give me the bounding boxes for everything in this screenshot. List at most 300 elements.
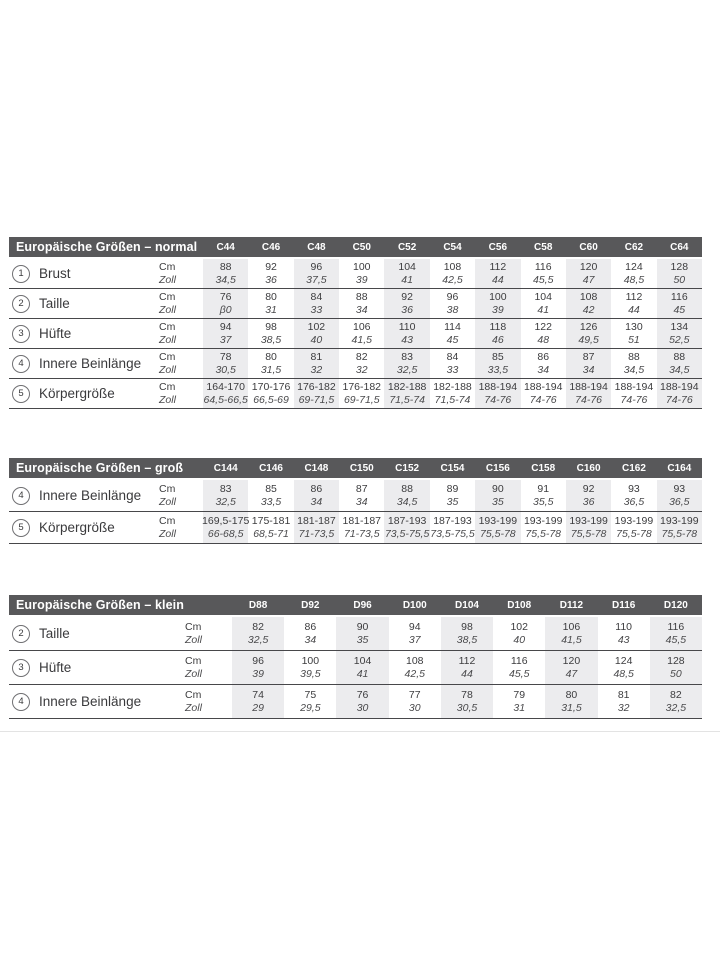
cm-value: 188-194	[523, 381, 563, 393]
value-cell	[475, 349, 520, 378]
zoll-value: 31,5	[260, 363, 282, 376]
cm-value: 130	[625, 321, 643, 333]
value-cell	[598, 651, 650, 684]
row-number-badge: 4	[12, 355, 30, 373]
cm-value: 89	[446, 483, 459, 495]
cm-value: 79	[513, 689, 526, 701]
cm-value: 193-199	[569, 515, 608, 527]
value-cell	[657, 512, 702, 543]
cm-value: 98	[265, 321, 277, 333]
zoll-value: 48,5	[623, 273, 645, 286]
value-cell	[248, 512, 293, 543]
cm-value: 74	[252, 689, 264, 701]
value-cell	[384, 289, 429, 318]
zoll-value: 75,5-78	[570, 527, 607, 540]
zoll-value: 36	[582, 495, 595, 508]
measurement-row	[9, 259, 702, 289]
value-cell	[203, 319, 248, 348]
zoll-value: 36,5	[623, 495, 645, 508]
column-header: C162	[621, 462, 646, 474]
zoll-value: 33,5	[487, 363, 509, 376]
table-title: Europäische Größen – groß	[16, 461, 184, 475]
cm-value: 188-194	[569, 381, 608, 393]
cm-value: 176-182	[342, 381, 382, 393]
zoll-value: 51	[628, 333, 640, 346]
cm-value: 116	[534, 261, 552, 273]
value-cell	[650, 617, 702, 650]
row-label-cell	[9, 480, 159, 511]
cm-value: 116	[667, 621, 685, 633]
cm-value: 100	[353, 261, 371, 273]
value-cell	[430, 480, 475, 511]
cm-value: 187-193	[387, 515, 427, 527]
zoll-value: 71-73,5	[343, 527, 380, 540]
unit-zoll-label: Zoll	[185, 633, 202, 646]
zoll-value: 32,5	[396, 363, 418, 376]
value-cell	[384, 379, 429, 408]
unit-cell	[185, 651, 232, 684]
cm-value: 170-176	[251, 381, 291, 393]
cm-value: 88	[628, 351, 640, 363]
cm-value: 104	[534, 291, 552, 303]
value-cell	[493, 651, 545, 684]
zoll-value: 75,5-78	[616, 527, 652, 540]
zoll-value: 66,5-69	[253, 393, 289, 406]
column-header: D100	[402, 599, 427, 611]
value-cell	[598, 617, 650, 650]
value-cell	[545, 685, 597, 718]
zoll-value: 47	[582, 273, 595, 286]
cm-value: 182-188	[387, 381, 427, 393]
value-cell	[248, 349, 293, 378]
zoll-value: 36,5	[669, 495, 690, 508]
zoll-value: 41	[401, 273, 413, 286]
zoll-value: 74-76	[575, 393, 603, 406]
value-cell	[611, 480, 656, 511]
cm-value: 84	[310, 291, 323, 303]
value-cell	[430, 259, 475, 288]
cm-value: 182-188	[433, 381, 472, 393]
zoll-value: 33	[310, 303, 323, 316]
value-cell	[248, 289, 293, 318]
cm-value: 84	[446, 351, 459, 363]
column-header: C60	[579, 241, 598, 253]
cm-value: 87	[582, 351, 595, 363]
cm-value: 80	[265, 291, 277, 303]
unit-zoll-label: Zoll	[159, 303, 176, 316]
zoll-value: 30	[408, 701, 421, 714]
cm-value: 176-182	[297, 381, 336, 393]
cm-value: 91	[537, 483, 550, 495]
unit-cm-label: Cm	[159, 321, 176, 333]
zoll-value: 45,5	[665, 633, 687, 646]
value-cell	[650, 651, 702, 684]
value-cell	[566, 319, 611, 348]
row-number-badge: 2	[12, 295, 30, 313]
zoll-value: 73,5-75,5	[430, 527, 475, 540]
cm-value: 193-199	[660, 515, 699, 527]
value-cell	[521, 349, 566, 378]
value-cell	[203, 379, 248, 408]
value-cell	[203, 349, 248, 378]
zoll-value: 50	[670, 667, 682, 680]
zoll-value: 37	[219, 333, 232, 346]
unit-zoll-label: Zoll	[185, 701, 202, 714]
cm-value: 92	[401, 291, 413, 303]
value-cell	[248, 259, 293, 288]
value-cell	[248, 480, 293, 511]
zoll-value: 30	[356, 701, 369, 714]
zoll-value: 44	[492, 273, 504, 286]
column-header: C54	[443, 241, 462, 253]
zoll-value: 30,5	[456, 701, 478, 714]
unit-cell	[159, 512, 203, 543]
zoll-value: 34	[310, 495, 323, 508]
measurement-row	[9, 480, 702, 512]
value-cell	[284, 685, 336, 718]
value-cell	[566, 512, 611, 543]
cm-value: 93	[628, 483, 640, 495]
value-cell	[611, 512, 656, 543]
unit-cm-label: Cm	[159, 515, 176, 527]
column-header: C62	[624, 241, 644, 253]
value-cell	[521, 289, 566, 318]
value-cell	[339, 289, 384, 318]
column-header: D92	[301, 599, 320, 611]
cm-value: 108	[579, 291, 598, 303]
cm-value: 88	[219, 261, 232, 273]
unit-cell	[159, 319, 203, 348]
column-header: C152	[395, 462, 420, 474]
cm-value: 175-181	[251, 515, 291, 527]
unit-cm-label: Cm	[185, 621, 202, 633]
zoll-value: 39,5	[300, 667, 321, 680]
unit-cell	[159, 480, 203, 511]
cm-value: 122	[534, 321, 552, 333]
measurement-row	[9, 617, 702, 651]
value-cell	[430, 289, 475, 318]
row-label-cell	[9, 289, 159, 318]
value-cell	[248, 319, 293, 348]
column-header: C52	[397, 241, 417, 253]
zoll-value: 45,5	[533, 273, 554, 286]
measurement-row	[9, 512, 702, 544]
value-cell	[339, 319, 384, 348]
zoll-value: 32	[355, 363, 368, 376]
cm-value: 104	[353, 655, 372, 667]
unit-zoll-label: Zoll	[185, 667, 202, 680]
cm-value: 187-193	[433, 515, 472, 527]
cm-value: 78	[219, 351, 232, 363]
value-cell	[294, 259, 339, 288]
unit-cell	[159, 379, 203, 408]
cm-value: 76	[356, 689, 369, 701]
cm-value: 124	[625, 261, 643, 273]
zoll-value: 34	[355, 495, 368, 508]
value-cell	[294, 349, 339, 378]
column-header: C146	[259, 462, 283, 474]
row-number-badge: 3	[12, 659, 30, 677]
cm-value: 110	[615, 621, 633, 633]
cm-value: 83	[401, 351, 413, 363]
zoll-value: 71,5-74	[434, 393, 471, 406]
row-number-badge: 4	[12, 487, 30, 505]
column-header: D108	[507, 599, 532, 611]
zoll-value: 48	[537, 333, 550, 346]
cm-value: 76	[219, 291, 232, 303]
cm-value: 134	[670, 321, 689, 333]
cm-value: 82	[670, 689, 682, 701]
zoll-value: 43	[401, 333, 413, 346]
cm-value: 108	[443, 261, 462, 273]
value-cell	[336, 617, 388, 650]
zoll-value: 31,5	[561, 701, 582, 714]
value-cell	[566, 349, 611, 378]
value-cell	[611, 289, 656, 318]
row-number-badge: 2	[12, 625, 30, 643]
unit-cm-label: Cm	[159, 483, 176, 495]
row-label-cell	[9, 319, 159, 348]
column-header: C144	[213, 462, 238, 474]
cm-value: 80	[565, 689, 578, 701]
value-cell	[611, 259, 656, 288]
cm-value: 94	[219, 321, 232, 333]
value-cell	[294, 319, 339, 348]
value-cell	[545, 651, 597, 684]
column-header: C164	[667, 462, 692, 474]
cm-value: 169,5-175	[202, 515, 250, 527]
zoll-value: 32	[310, 363, 323, 376]
zoll-value: 42,5	[404, 667, 425, 680]
cm-value: 100	[489, 291, 507, 303]
cm-value: 120	[579, 261, 598, 273]
value-cell	[389, 651, 441, 684]
zoll-value: 38,5	[260, 333, 282, 346]
cm-value: 181-187	[342, 515, 382, 527]
row-label-cell	[9, 617, 185, 650]
column-header: C50	[352, 241, 371, 253]
unit-cm-label: Cm	[159, 291, 176, 303]
unit-zoll-label: Zoll	[159, 527, 176, 540]
cm-value: 92	[265, 261, 277, 273]
cm-value: 93	[673, 483, 686, 495]
value-cell	[384, 319, 429, 348]
cm-value: 81	[310, 351, 323, 363]
value-cell	[384, 512, 429, 543]
zoll-value: 32,5	[665, 701, 687, 714]
zoll-value: 42	[582, 303, 595, 316]
cm-value: 108	[406, 655, 424, 667]
zoll-value: 35	[356, 633, 369, 646]
value-cell	[389, 617, 441, 650]
cm-value: 112	[625, 291, 643, 303]
value-cell	[284, 651, 336, 684]
measurement-row	[9, 685, 702, 719]
zoll-value: 75,5-78	[480, 527, 516, 540]
value-cell	[657, 480, 702, 511]
row-label-cell	[9, 349, 159, 378]
zoll-value: 41	[537, 303, 550, 316]
table-header-bar	[9, 237, 702, 257]
zoll-value: 45	[673, 303, 686, 316]
cm-value: 126	[579, 321, 598, 333]
measurement-row	[9, 319, 702, 349]
row-label-cell	[9, 512, 159, 543]
size-table-3	[9, 595, 702, 719]
value-cell	[203, 512, 248, 543]
zoll-value: 34	[355, 303, 368, 316]
cm-value: 90	[356, 621, 369, 633]
cm-value: 106	[353, 321, 371, 333]
zoll-value: 75,5-78	[525, 527, 562, 540]
zoll-value: 34	[537, 363, 550, 376]
column-header: C48	[307, 241, 326, 253]
row-label-cell	[9, 685, 185, 718]
unit-zoll-label: Zoll	[159, 393, 176, 406]
value-cell	[339, 259, 384, 288]
cm-value: 90	[492, 483, 504, 495]
zoll-value: 31	[265, 303, 277, 316]
zoll-value: 39	[492, 303, 504, 316]
cm-value: 88	[355, 291, 368, 303]
value-cell	[475, 319, 520, 348]
row-number-badge: 5	[12, 519, 30, 537]
value-cell	[521, 480, 566, 511]
size-table-2	[9, 458, 702, 544]
zoll-value: 32	[617, 701, 630, 714]
zoll-value: 36	[401, 303, 413, 316]
cm-value: 181-187	[297, 515, 336, 527]
cm-value: 80	[265, 351, 277, 363]
cm-value: 116	[510, 655, 528, 667]
value-cell	[475, 512, 520, 543]
zoll-value: 71-73,5	[298, 527, 335, 540]
unit-cell	[159, 259, 203, 288]
cm-value: 128	[667, 655, 685, 667]
value-cell	[232, 617, 284, 650]
zoll-value: 32,5	[247, 633, 269, 646]
cm-value: 112	[458, 655, 476, 667]
value-cell	[232, 685, 284, 718]
zoll-value: 40	[310, 333, 323, 346]
value-cell	[611, 349, 656, 378]
value-cell	[336, 685, 388, 718]
row-label: Taille	[39, 296, 70, 311]
zoll-value: 44	[628, 303, 640, 316]
zoll-value: 40	[513, 633, 526, 646]
zoll-value: 41,5	[351, 333, 372, 346]
value-cell	[493, 617, 545, 650]
value-cell	[294, 289, 339, 318]
zoll-value: 29	[252, 701, 264, 714]
zoll-value: 34,5	[215, 273, 236, 286]
size-table-1	[9, 237, 702, 409]
zoll-value: 64,5-66,5	[203, 393, 248, 406]
cm-value: 102	[510, 621, 528, 633]
cm-value: 92	[582, 483, 595, 495]
cm-value: 86	[310, 483, 323, 495]
unit-zoll-label: Zoll	[159, 363, 176, 376]
value-cell	[657, 379, 702, 408]
cm-value: 86	[304, 621, 317, 633]
zoll-value: 44	[461, 667, 473, 680]
cm-value: 188-194	[660, 381, 699, 393]
unit-cell	[185, 685, 232, 718]
value-cell	[430, 379, 475, 408]
zoll-value: 38	[446, 303, 459, 316]
row-label-cell	[9, 259, 159, 288]
cm-value: 83	[219, 483, 232, 495]
value-cell	[339, 480, 384, 511]
zoll-value: 73,5-75,5	[384, 527, 430, 540]
zoll-value: 33	[446, 363, 459, 376]
zoll-value: 68,5-71	[253, 527, 289, 540]
cm-value: 188-194	[478, 381, 518, 393]
zoll-value: 34,5	[623, 363, 645, 376]
value-cell	[475, 259, 520, 288]
zoll-value: 41,5	[561, 633, 582, 646]
zoll-value: 71,5-74	[389, 393, 425, 406]
unit-cm-label: Cm	[159, 381, 176, 393]
value-cell	[430, 319, 475, 348]
divider-line	[0, 731, 720, 732]
row-number-badge: 3	[12, 325, 30, 343]
value-cell	[475, 480, 520, 511]
row-number-badge: 1	[12, 265, 30, 283]
value-cell	[566, 379, 611, 408]
column-header: D104	[455, 599, 479, 611]
zoll-value: 43	[617, 633, 630, 646]
row-label: Innere Beinlänge	[39, 694, 142, 709]
value-cell	[521, 319, 566, 348]
unit-zoll-label: Zoll	[159, 273, 176, 286]
zoll-value: 31	[513, 701, 526, 714]
cm-value: 193-199	[523, 515, 563, 527]
value-cell	[566, 289, 611, 318]
value-cell	[441, 685, 493, 718]
zoll-value: 30,5	[215, 363, 236, 376]
value-cell	[611, 319, 656, 348]
zoll-value: 45,5	[509, 667, 530, 680]
cm-value: 82	[355, 351, 368, 363]
row-number-badge: 5	[12, 385, 30, 403]
cm-value: 81	[617, 689, 630, 701]
row-label-cell	[9, 651, 185, 684]
value-cell	[384, 480, 429, 511]
zoll-value: β0	[219, 303, 232, 316]
unit-zoll-label: Zoll	[159, 333, 176, 346]
zoll-value: 69-71,5	[298, 393, 335, 406]
zoll-value: 74-76	[665, 393, 693, 406]
zoll-value: 41	[356, 667, 369, 680]
unit-zoll-label: Zoll	[159, 495, 176, 508]
value-cell	[430, 512, 475, 543]
zoll-value: 33,5	[260, 495, 282, 508]
column-header: D88	[248, 599, 268, 611]
unit-cell	[159, 349, 203, 378]
column-header: C158	[531, 462, 556, 474]
zoll-value: 45	[446, 333, 459, 346]
value-cell	[384, 349, 429, 378]
zoll-value: 74-76	[529, 393, 557, 406]
zoll-value: 34,5	[669, 363, 690, 376]
unit-cm-label: Cm	[185, 689, 202, 701]
cm-value: 118	[489, 321, 507, 333]
column-header: C58	[534, 241, 553, 253]
measurement-row	[9, 651, 702, 685]
value-cell	[248, 379, 293, 408]
measurement-row	[9, 349, 702, 379]
